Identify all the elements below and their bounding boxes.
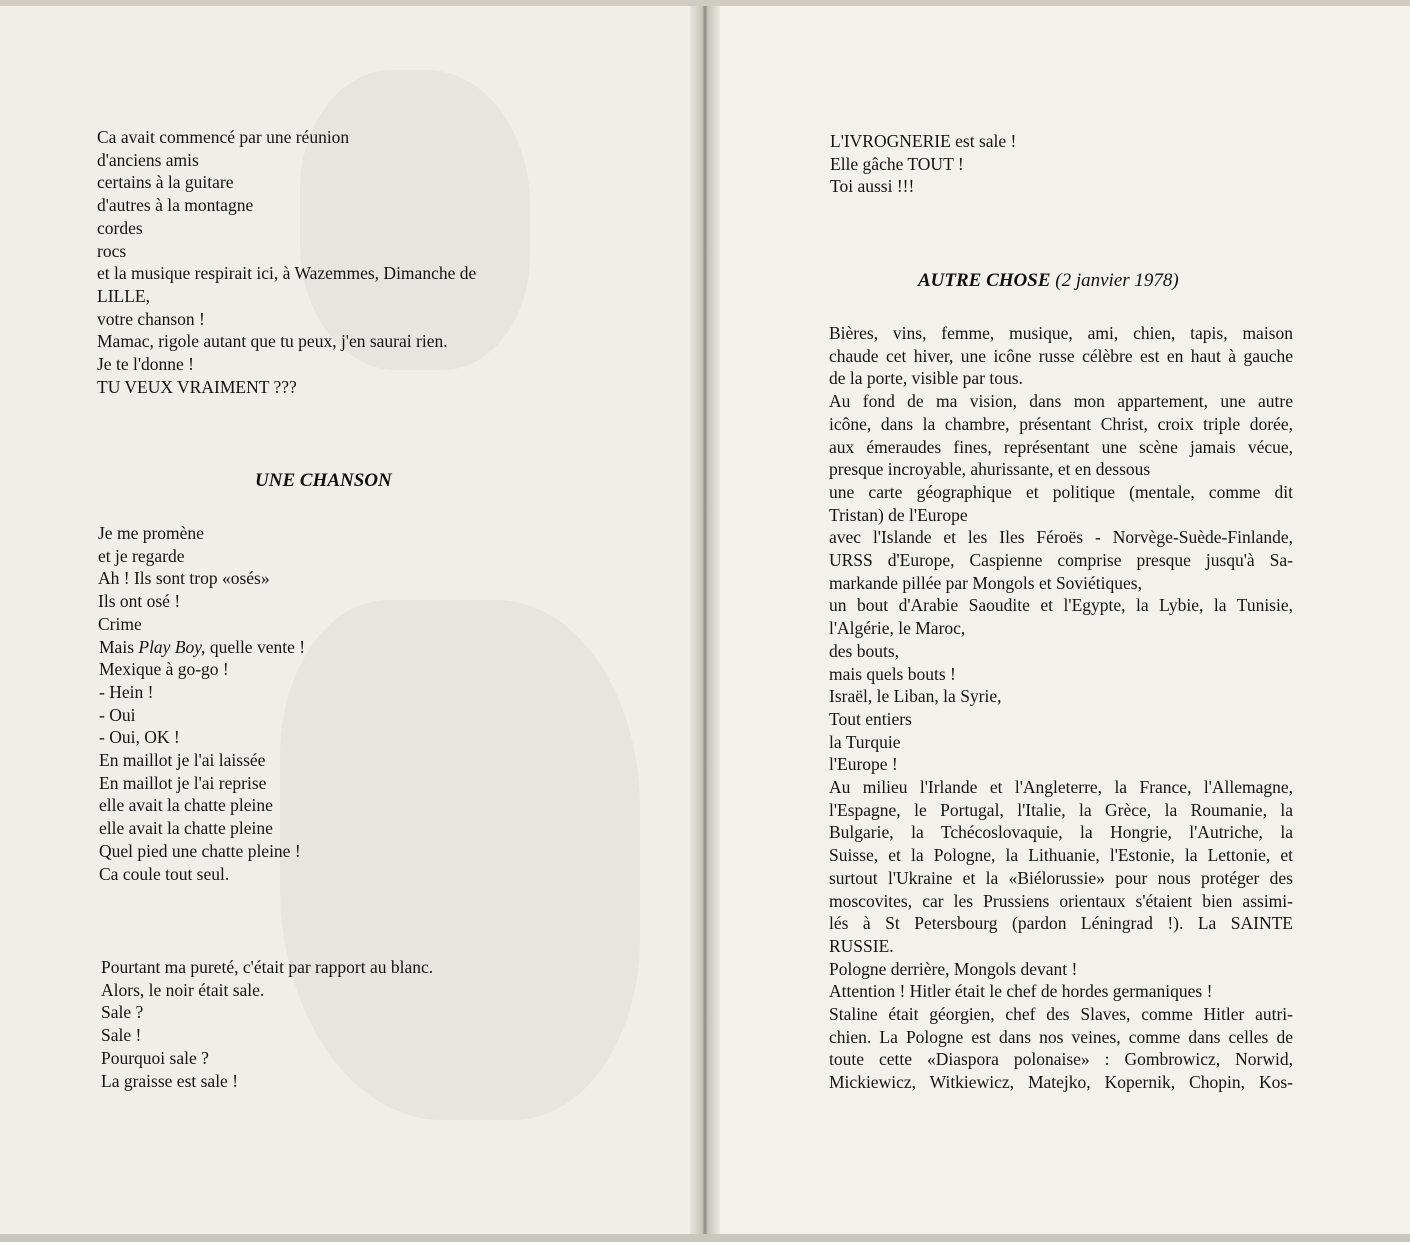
- text-line: chaude cet hiver, une icône russe célèbre est en haut à gauche: [829, 345, 1293, 366]
- text-line: Sale ?: [101, 1002, 144, 1023]
- text-line: rocs: [97, 240, 127, 261]
- text-line: En maillot je l'ai laissée: [99, 750, 266, 770]
- text-line: l'Espagne, le Portugal, l'Italie, la Grèce, la Roumanie, la: [829, 799, 1293, 820]
- text-line: cordes: [97, 217, 143, 238]
- section-heading-title: AUTRE CHOSE: [918, 270, 1051, 291]
- text-line: Ils ont osé !: [98, 591, 181, 612]
- text-line: certains à la guitare: [97, 172, 234, 193]
- text-line: Attention ! Hitler était le chef de hordes germaniques !: [829, 981, 1213, 1002]
- text-line: [99, 636, 305, 658]
- text-fragment: Mais: [99, 636, 139, 657]
- text-line: d'autres à la montagne: [97, 195, 254, 216]
- text-line: Tristan) de l'Europe: [829, 504, 968, 525]
- text-line: Pologne derrière, Mongols devant !: [829, 958, 1078, 979]
- text-line: - Oui: [99, 704, 136, 725]
- text-line: Bières, vins, femme, musique, ami, chien, tapis, maison: [829, 323, 1293, 343]
- text-line: chien. La Pologne est dans nos veines, comme dans celles de: [829, 1026, 1293, 1047]
- text-line: une carte géographique et politique (mentale, comme dit: [829, 481, 1293, 502]
- text-line: L'IVROGNERIE est sale !: [830, 131, 1017, 151]
- text-line: Elle gâche TOUT !: [830, 153, 964, 174]
- top-edge: [0, 0, 1410, 6]
- text-line: la Turquie: [829, 731, 901, 752]
- text-line: La graisse est sale !: [101, 1070, 239, 1091]
- book-gutter: [690, 0, 720, 1242]
- text-line: Ca avait commencé par une réunion: [97, 127, 350, 147]
- text-line: Pourtant ma pureté, c'était par rapport au blanc.: [101, 957, 434, 977]
- left-page: [0, 0, 702, 1242]
- text-line: elle avait la chatte pleine: [99, 818, 273, 839]
- text-line: Mamac, rigole autant que tu peux, j'en saurai rien.: [97, 331, 448, 352]
- text-line: et la musique respirait ici, à Wazemmes, Dimanche de: [97, 263, 477, 284]
- section-heading: UNE CHANSON: [255, 470, 392, 491]
- text-line: Crime: [98, 613, 142, 634]
- right-page: [708, 0, 1410, 1242]
- text-line: URSS d'Europe, Caspienne comprise presque jusqu'à Sa-: [829, 550, 1293, 570]
- text-line: TU VEUX VRAIMENT ???: [97, 376, 297, 397]
- text-line: Suisse, et la Pologne, la Lithuanie, l'Estonie, la Lettonie, et: [829, 845, 1293, 866]
- text-line: moscovites, car les Prussiens orientaux s'étaient bien assimi-: [829, 890, 1293, 911]
- text-line: un bout d'Arabie Saoudite et l'Egypte, la Lybie, la Tunisie,: [829, 595, 1293, 616]
- text-line: votre chanson !: [97, 308, 205, 329]
- text-line: Alors, le noir était sale.: [101, 979, 265, 1000]
- text-line: icône, dans la chambre, présentant Christ, croix triple dorée,: [829, 413, 1293, 434]
- text-line: mais quels bouts !: [829, 663, 956, 684]
- magazine-title: Play Boy,: [138, 636, 206, 657]
- show-through-photo-bottom: [280, 600, 640, 1120]
- text-line: Staline était géorgien, chef des Slaves, comme Hitler autri-: [829, 1004, 1293, 1024]
- text-line: lés à St Petersbourg (pardon Léningrad !). La SAINTE: [829, 913, 1293, 934]
- text-line: d'anciens amis: [97, 149, 199, 170]
- section-heading-date: (2 janvier 1978): [1050, 270, 1179, 291]
- bottom-edge: [0, 1234, 1410, 1242]
- text-line: elle avait la chatte pleine: [99, 795, 273, 816]
- show-through-photo-top: [300, 70, 530, 370]
- text-line: Toi aussi !!!: [830, 176, 915, 197]
- section-heading: [918, 270, 1179, 292]
- text-line: Mexique à go-go !: [99, 659, 229, 680]
- text-line: l'Algérie, le Maroc,: [829, 618, 966, 639]
- text-line: des bouts,: [829, 640, 899, 661]
- text-line: l'Europe !: [829, 754, 898, 775]
- text-line: Au fond de ma vision, dans mon appartement, une autre: [829, 391, 1293, 412]
- text-line: avec l'Islande et les Iles Féroës - Norvège-Suède-Finlande,: [829, 527, 1293, 548]
- text-line: aux émeraudes fines, représentant une scène jamais vécue,: [829, 436, 1293, 457]
- text-line: Sale !: [101, 1025, 142, 1046]
- text-line: Quel pied une chatte pleine !: [99, 840, 301, 861]
- text-line: Bulgarie, la Tchécoslovaquie, la Hongrie, l'Autriche, la: [829, 822, 1293, 843]
- text-line: En maillot je l'ai reprise: [99, 772, 267, 793]
- text-line: RUSSIE.: [829, 935, 894, 956]
- text-line: - Oui, OK !: [99, 727, 180, 748]
- text-line: markande pillée par Mongols et Soviétiques,: [829, 572, 1142, 593]
- text-line: de la porte, visible par tous.: [829, 368, 1023, 389]
- text-line: Mickiewicz, Witkiewicz, Matejko, Kopernik, Chopin, Kos-: [829, 1072, 1293, 1093]
- text-line: toute cette «Diaspora polonaise» : Gombrowicz, Norwid,: [829, 1049, 1293, 1070]
- text-line: LILLE,: [97, 285, 150, 306]
- text-line: et je regarde: [98, 545, 185, 566]
- text-line: Je te l'donne !: [97, 354, 194, 374]
- text-line: Je me promène: [98, 523, 204, 543]
- text-line: Pourquoi sale ?: [101, 1047, 209, 1068]
- text-line: surtout l'Ukraine et la «Biélorussie» pour nous protéger des: [829, 867, 1293, 888]
- text-line: Israël, le Liban, la Syrie,: [829, 686, 1002, 707]
- text-line: Tout entiers: [829, 708, 912, 729]
- text-line: Ah ! Ils sont trop «osés»: [98, 568, 270, 589]
- text-line: presque incroyable, ahurissante, et en dessous: [829, 459, 1151, 480]
- text-line: Au milieu l'Irlande et l'Angleterre, la France, l'Allemagne,: [829, 777, 1293, 797]
- text-line: - Hein !: [99, 681, 154, 702]
- text-fragment: quelle vente !: [205, 636, 306, 657]
- text-line: Ca coule tout seul.: [99, 863, 230, 884]
